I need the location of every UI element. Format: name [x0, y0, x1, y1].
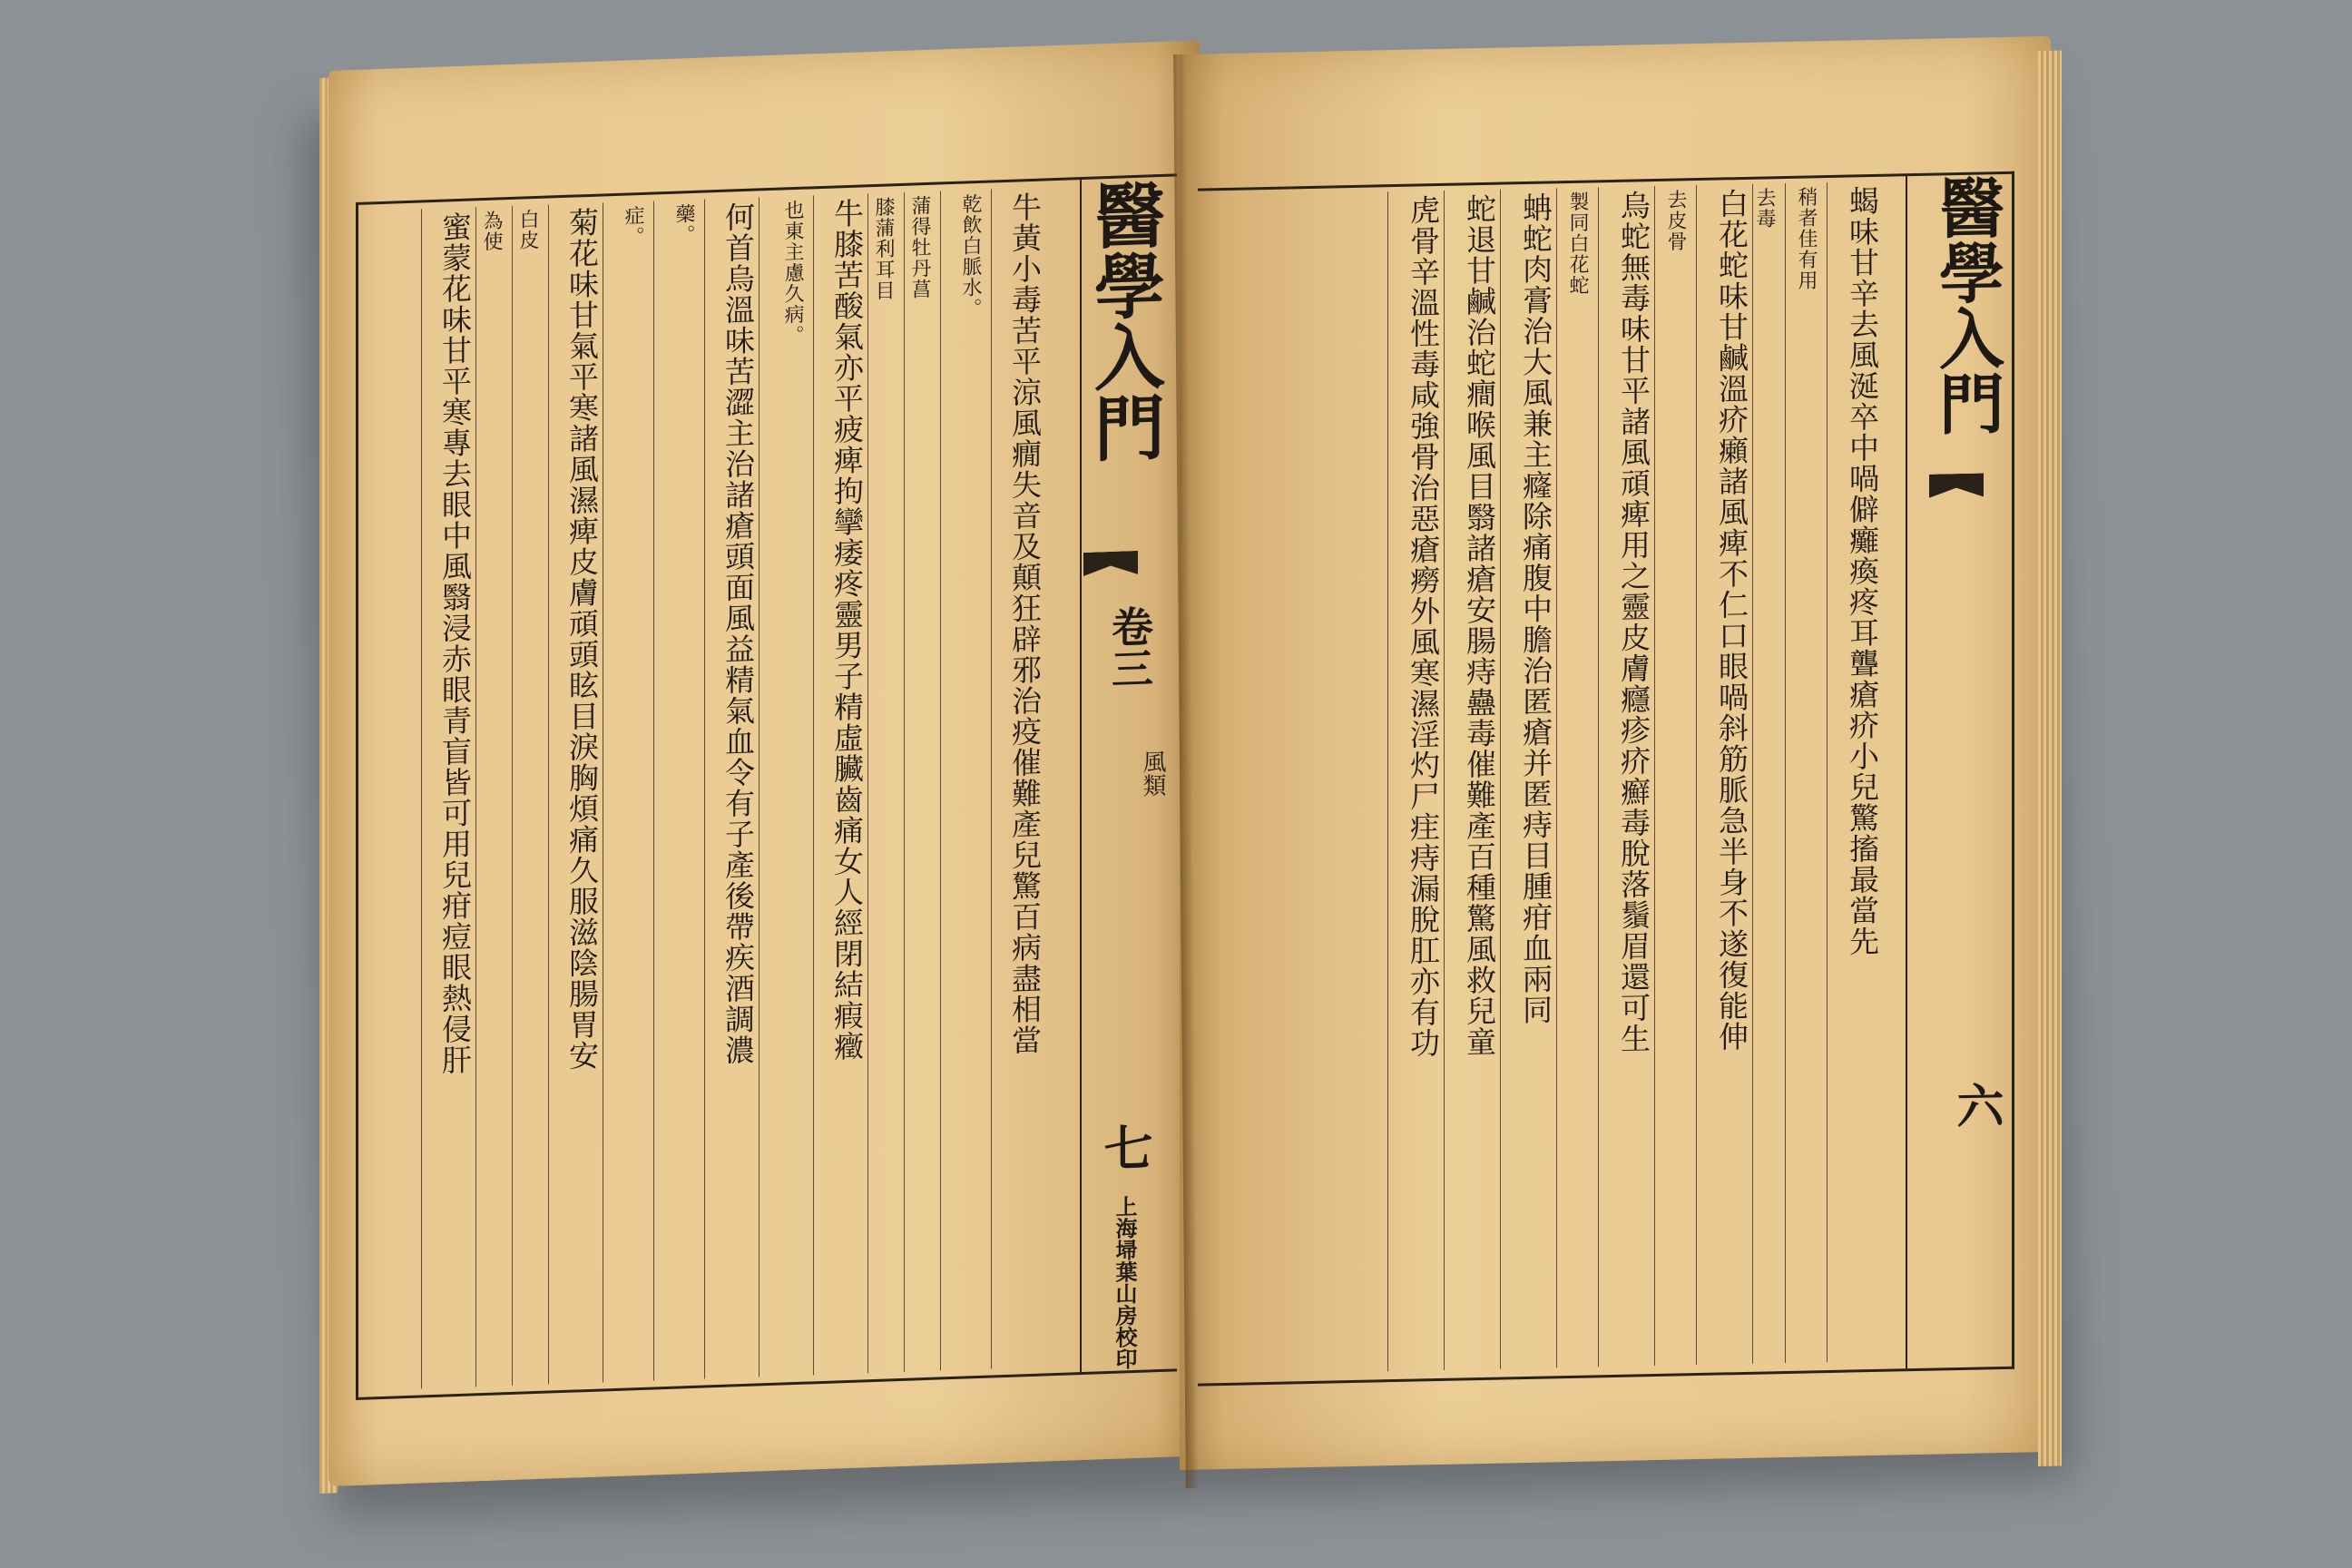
annotation-column: 症。: [603, 201, 653, 1382]
left-text-columns: [365, 187, 1045, 1390]
right-folio: 六: [1948, 1080, 2004, 1130]
annotation-column: 乾飲白脈水。: [940, 190, 991, 1371]
text-column: 牛膝苦酸氣亦平疲痺拘攣痿疼靈男子精虛臟齒痛女人經閉結瘕癥: [813, 193, 867, 1375]
right-page: [1180, 36, 2051, 1470]
text-column: 何首烏溫味苦澀主治諸瘡頭面風益精氣血令有子產後帶疾酒調濃: [704, 197, 759, 1378]
text-column: 白花蛇味甘鹹溫疥癩諸風痺不仁口眼喎斜筋脈急半身不遂復能伸: [1696, 184, 1752, 1365]
left-page: [328, 40, 1200, 1486]
category-label: 風類: [1139, 749, 1166, 798]
text-column: 菊花味甘氣平寒諸風濕痺皮膚頑頭眩目淚胸煩痛久服滋陰腸胃安: [548, 202, 603, 1384]
left-folio: 七: [1096, 1122, 1154, 1173]
annotation-column: 藥。: [653, 200, 704, 1381]
annotation-column: 也東主慮久病。: [759, 195, 813, 1377]
text-column: 蛇退甘鹹治蛇癎喉風目翳諸瘡安腸痔蠱毒催難產百種驚風救兒童: [1444, 190, 1500, 1370]
annotation-column: 製同白花蛇: [1556, 187, 1598, 1367]
left-margin-title: 醫學入門: [1083, 177, 1165, 464]
publisher-imprint: 上海埽葉山房校印: [1112, 1194, 1138, 1370]
text-column: 蚺蛇肉膏治大風兼主癃除痛腹中膽治匿瘡并匿痔目腫疳血兩同: [1500, 188, 1556, 1368]
text-column: 烏蛇無毒味甘平諸風頑痺用之靈皮膚癮疹疥癬毒脫落鬚眉還可生: [1598, 186, 1654, 1367]
right-text-columns: [1207, 181, 1883, 1376]
annotation-column: 膝蒲利耳目: [867, 192, 904, 1373]
right-margin-title: 醫學入門: [1928, 172, 2005, 436]
text-column: 蜜蒙花味甘平寒專去眼中風翳浸赤眼青盲皆可用兒疳痘眼熱侵肝: [421, 207, 475, 1388]
annotation-column: 白皮: [512, 205, 548, 1386]
text-column: 牛黃小毒苦平涼風癇失音及顛狂辟邪治疫催難產兒驚百病盡相當: [991, 187, 1045, 1368]
volume-label: 卷三: [1105, 604, 1154, 691]
text-column: 蝎味甘辛去風涎卒中喎僻癱瘓疼耳聾瘡疥小兒驚搐最當先: [1827, 181, 1883, 1362]
annotation-column: 蒲得牡丹菖: [904, 191, 940, 1371]
annotation-column: 稍者佳有用: [1785, 182, 1827, 1363]
annotation-column: 為使: [475, 206, 512, 1387]
right-frame-rule: [1906, 176, 1907, 1368]
right-page-stack-edge: [2038, 50, 2062, 1466]
annotation-column: 去毒: [1752, 183, 1785, 1364]
annotation-column: 去皮骨: [1654, 185, 1696, 1366]
text-column: 虎骨辛溫性毒咸強骨治惡瘡癆外風寒濕淫灼尸疰痔漏脫肛亦有功: [1387, 191, 1444, 1371]
